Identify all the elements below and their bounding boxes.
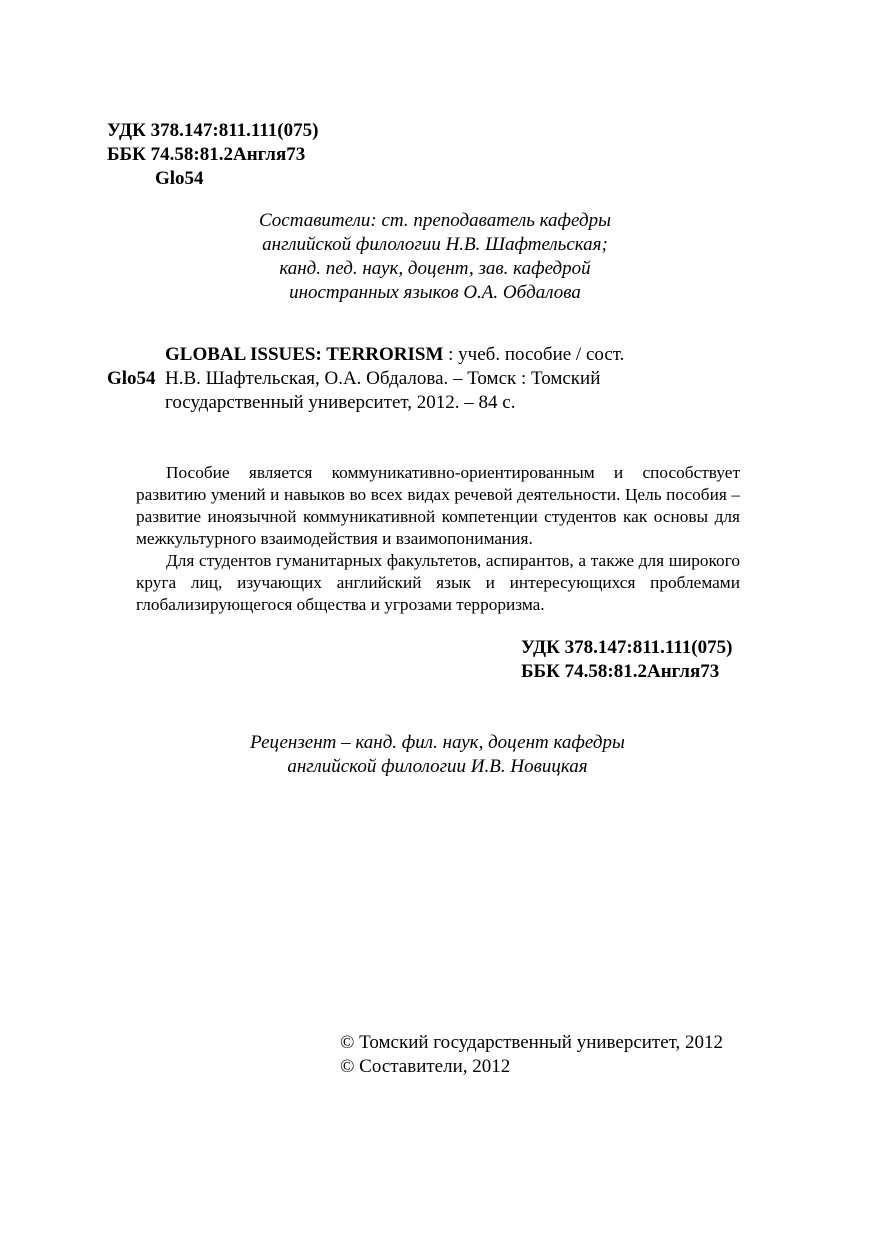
copyright-line: © Томский государственный университет, 2012 — [340, 1032, 724, 1053]
bib-line-2 — [107, 367, 747, 391]
classification-codes — [521, 636, 732, 684]
bib-author-mark: Glo54 — [107, 368, 156, 389]
book-title: GLOBAL ISSUES: TERRORISM — [165, 344, 444, 365]
abstract-paragraph: Пособие является коммуникативно-ориентированным и способствует развитию умений и навыков во всех видах речевой деятельности. Цель пособия – развитие иноязычной коммуникативной компетенции студентов как основы для межкультурного взаимодействия и взаимопонимания. — [136, 463, 740, 548]
header-classification-codes — [107, 119, 318, 191]
compilers-line: английской филологии Н.В. Шафтельская; — [262, 234, 608, 255]
reviewer-block — [200, 731, 675, 779]
copyright-line: © Составители, 2012 — [340, 1056, 511, 1077]
abstract-paragraph: Для студентов гуманитарных факультетов, аспирантов, а также для широкого круга лиц, изучающих английский язык и интересующихся проблемами глобализирующегося общества и угрозами терроризма. — [136, 551, 740, 614]
reviewer-line: Рецензент – канд. фил. наук, доцент кафедры — [250, 732, 625, 753]
bib-line-1 — [107, 343, 747, 367]
abstract — [136, 462, 740, 616]
udk-code: УДК 378.147:811.111(075) — [107, 120, 319, 141]
compilers-line: канд. пед. наук, доцент, зав. кафедрой — [279, 258, 591, 279]
compilers-block — [180, 209, 690, 305]
bib-line-3: государственный университет, 2012. – 84 с. — [165, 392, 516, 413]
bib-line-2-text: Н.В. Шафтельская, О.А. Обдалова. – Томск : Томский — [165, 368, 601, 389]
bib-line-1-rest: : учеб. пособие / сост. — [443, 344, 625, 365]
udk-code: УДК 378.147:811.111(075) — [521, 637, 733, 658]
copyright-block — [340, 1031, 723, 1079]
bbk-code: ББК 74.58:81.2Англя73 — [521, 661, 720, 682]
bibliographic-record — [107, 343, 747, 415]
compilers-line: иностранных языков О.А. Обдалова — [289, 282, 581, 303]
reviewer-line: английской филологии И.В. Новицкая — [287, 756, 588, 777]
bbk-code: ББК 74.58:81.2Англя73 — [107, 144, 306, 165]
compilers-line: Составители: ст. преподаватель кафедры — [259, 210, 611, 231]
author-mark: Glo54 — [155, 168, 204, 189]
